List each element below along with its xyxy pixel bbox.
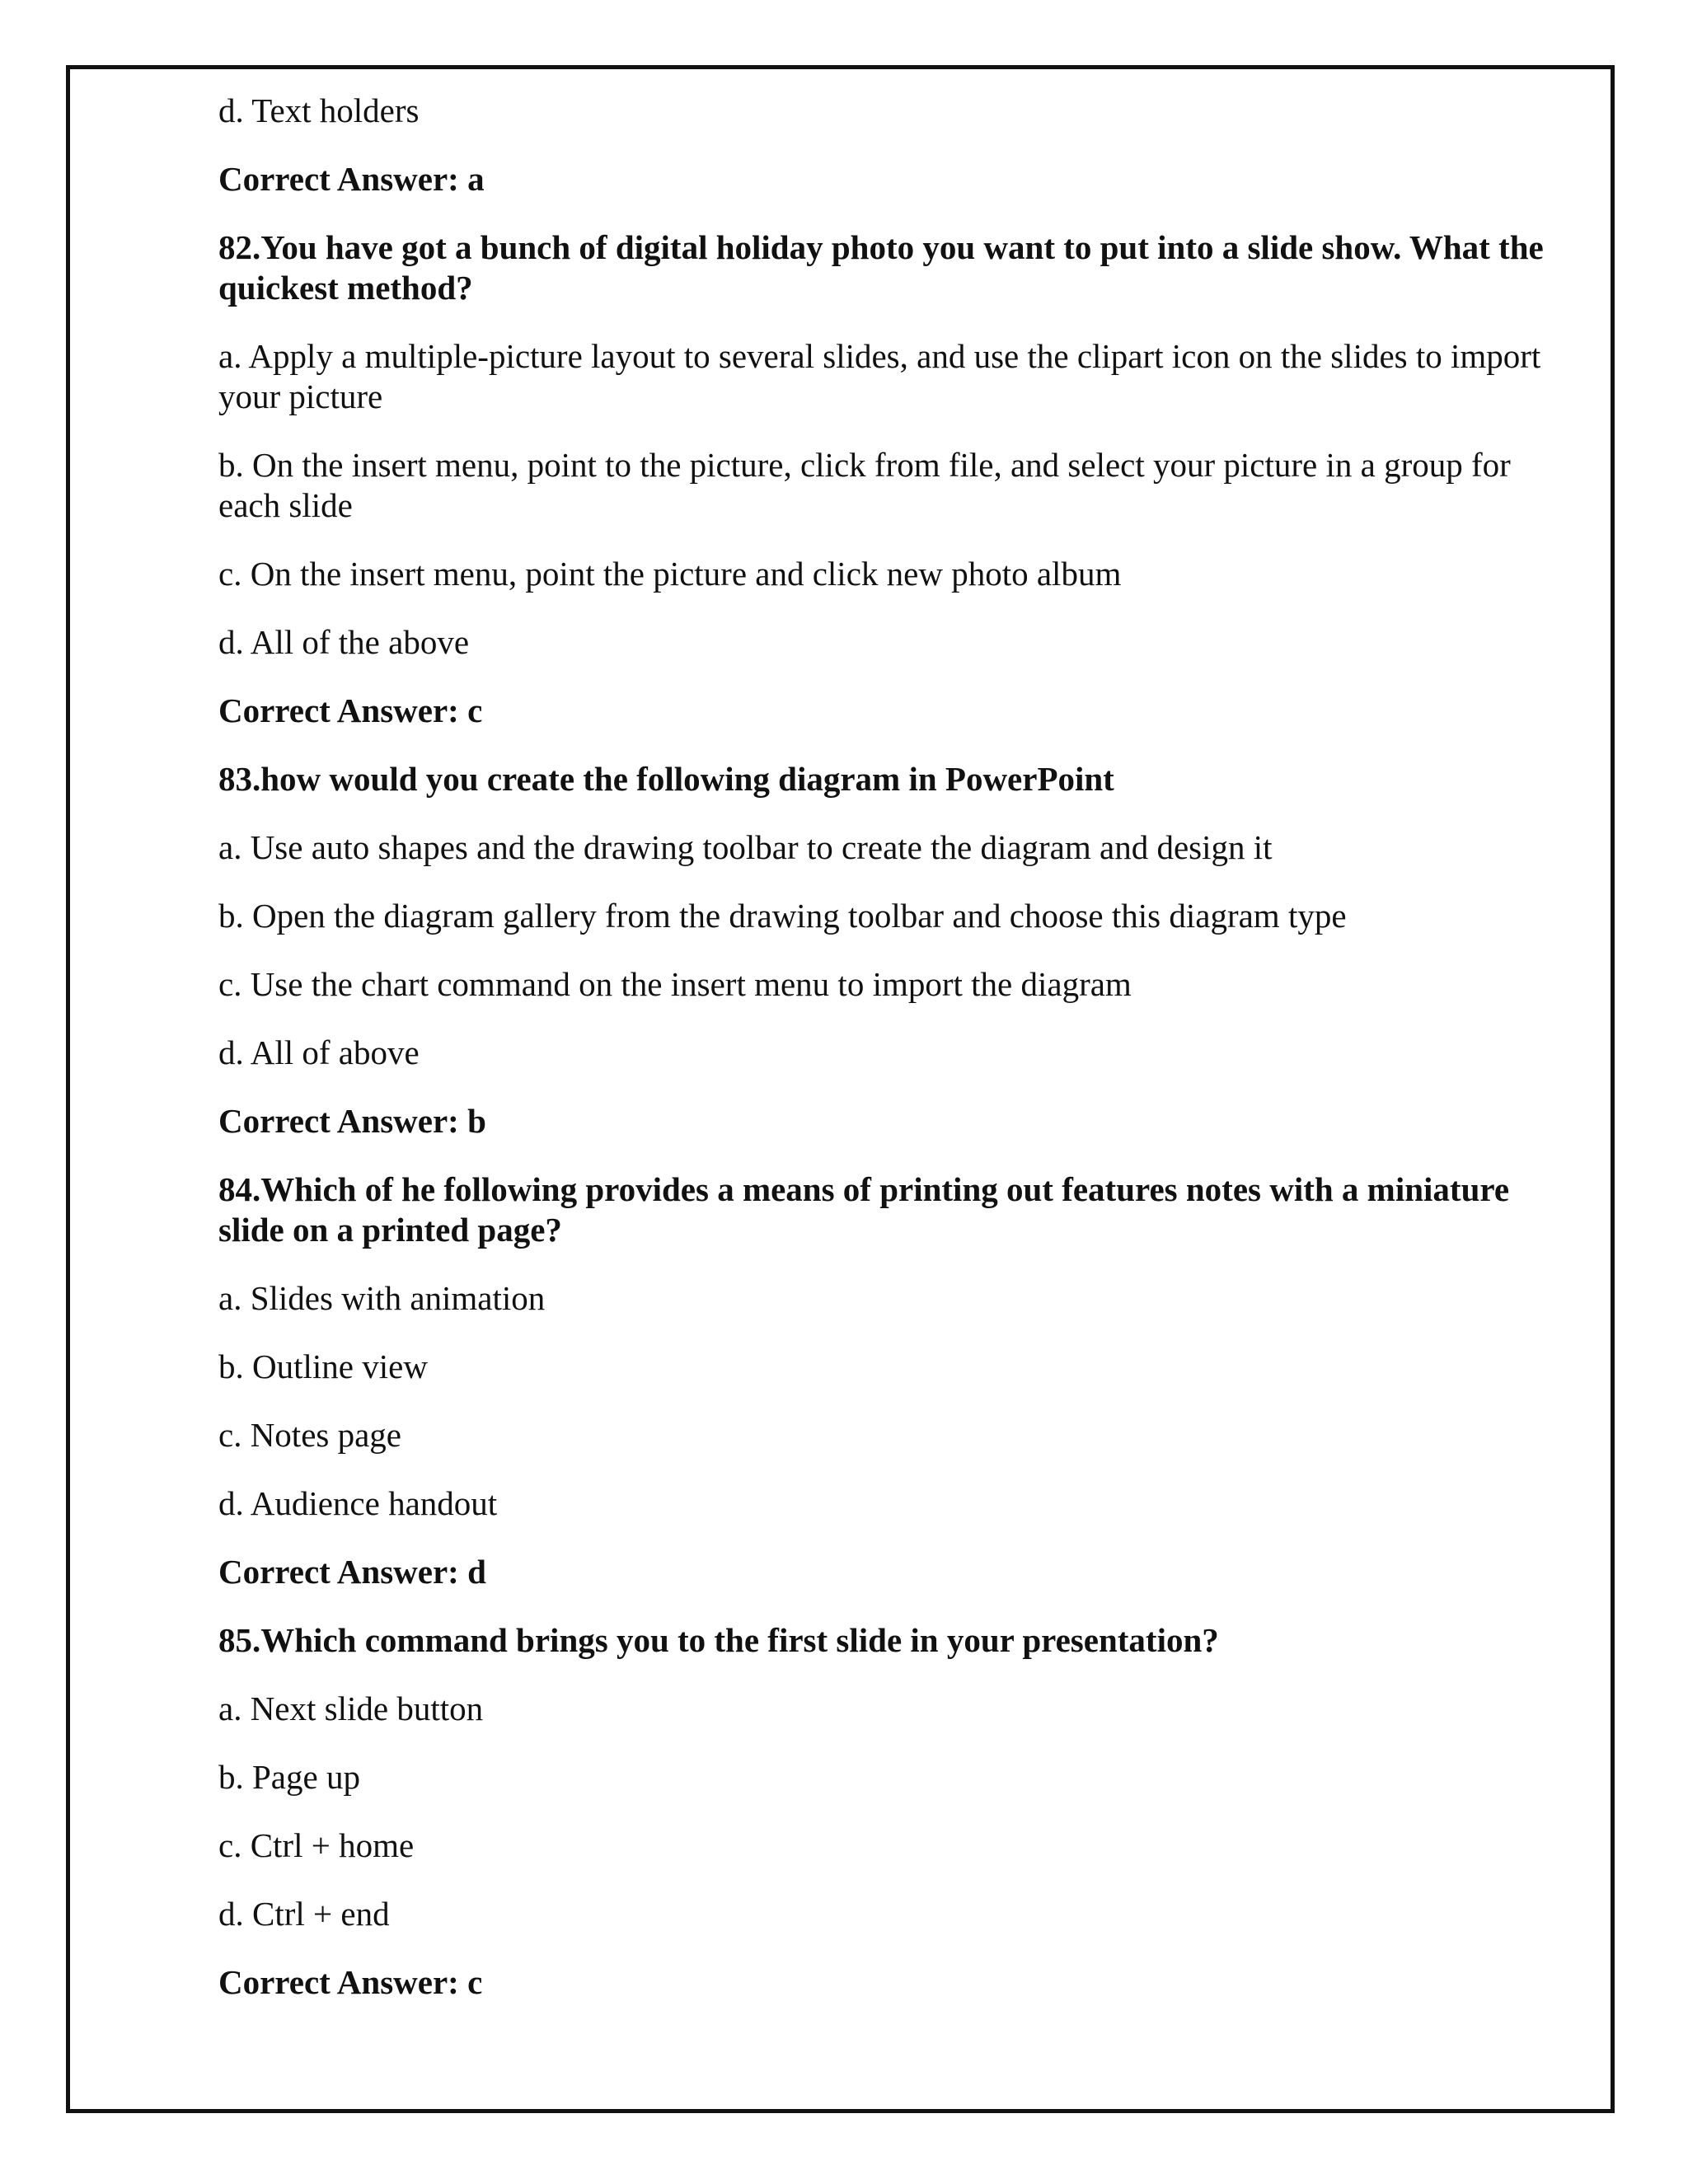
q83-option-b: b. Open the diagram gallery from the drawing toolbar and choose this diagram type [218,897,1347,935]
q85-correct-answer: Correct Answer: c [218,1963,483,2001]
q82-correct-answer: Correct Answer: c [218,691,483,729]
document-body [218,91,1578,2031]
q81-option-d: d. Text holders [218,91,420,129]
q82-option-b: b. On the insert menu, point to the picture, click from file, and select your picture in a group for each slide [218,446,1511,524]
q83-option-d: d. All of above [218,1033,420,1071]
q81-correct-answer: Correct Answer: a [218,160,485,198]
q84-correct-answer: Correct Answer: d [218,1553,486,1591]
q83-question: 83.how would you create the following diagram in PowerPoint [218,760,1114,798]
q85-option-d: d. Ctrl + end [218,1895,390,1933]
q84-question: 84.Which of he following provides a means of printing out features notes with a miniature slide on a printed page? [218,1170,1510,1249]
q82-option-a: a. Apply a multiple-picture layout to several slides, and use the clipart icon on the slides to import your picture [218,337,1541,415]
q83-correct-answer: Correct Answer: b [218,1102,486,1140]
q82-option-c: c. On the insert menu, point the picture and click new photo album [218,555,1122,593]
q82-option-d: d. All of the above [218,623,470,661]
q84-option-b: b. Outline view [218,1347,428,1385]
q84-option-d: d. Audience handout [218,1484,498,1522]
q84-option-a: a. Slides with animation [218,1279,546,1317]
q83-option-c: c. Use the chart command on the insert menu to import the diagram [218,965,1132,1003]
q85-option-a: a. Next slide button [218,1690,484,1727]
q85-question: 85.Which command brings you to the first slide in your presentation? [218,1621,1219,1659]
q85-option-c: c. Ctrl + home [218,1826,415,1864]
q85-option-b: b. Page up [218,1758,360,1796]
q84-option-c: c. Notes page [218,1416,401,1454]
q82-question: 82.You have got a bunch of digital holiday photo you want to put into a slide show. What the quickest method? [218,228,1544,307]
q83-option-a: a. Use auto shapes and the drawing toolbar to create the diagram and design it [218,828,1273,866]
